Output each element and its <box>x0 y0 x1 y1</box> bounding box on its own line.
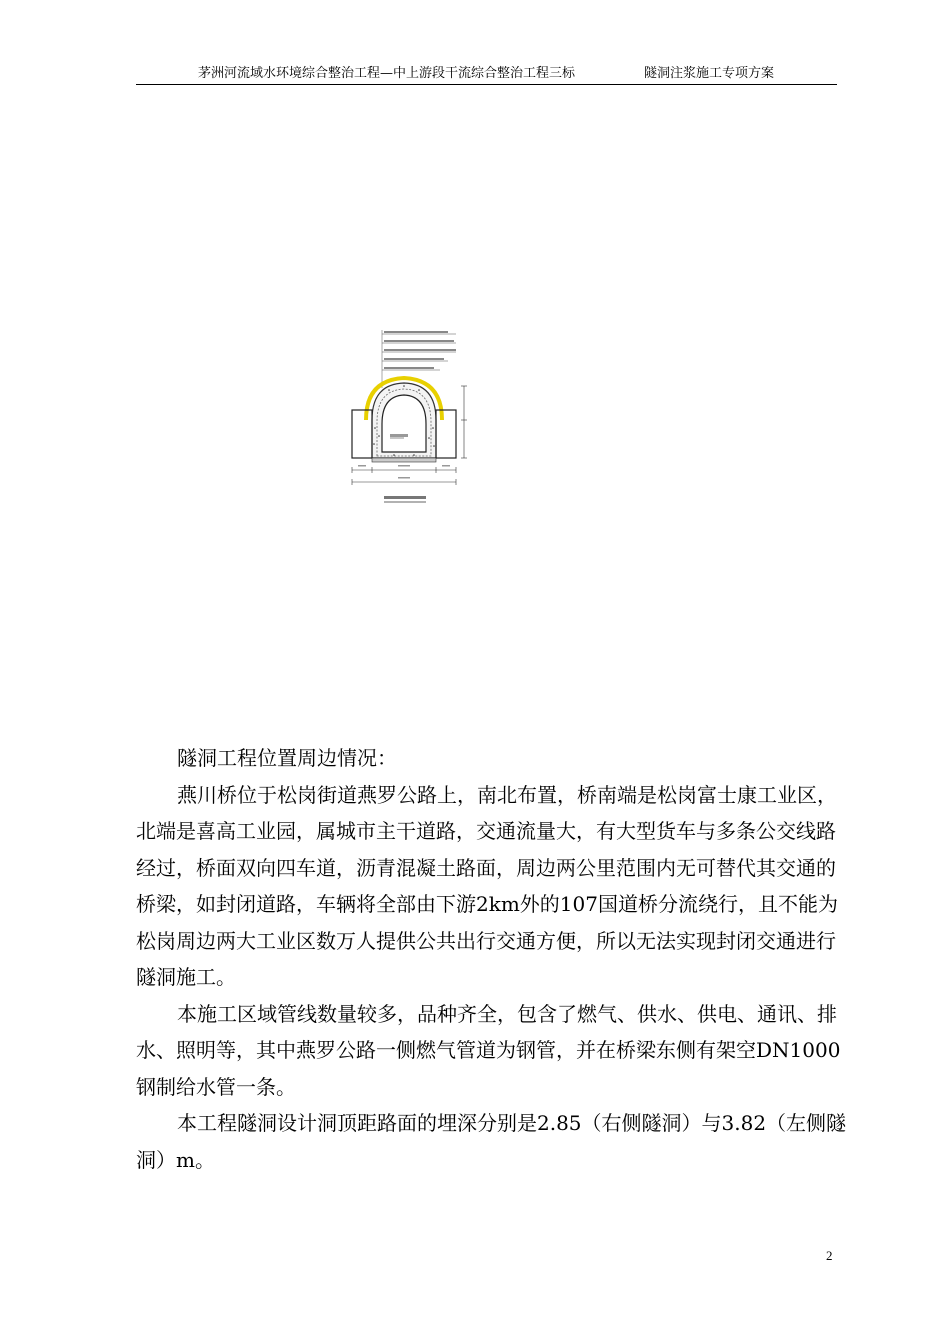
tunnel-cross-section-figure <box>344 328 484 518</box>
page-header <box>136 64 837 85</box>
document-body <box>136 740 852 1178</box>
header-project-title: 茅洲河流域水环境综合整治工程—中上游段干流综合整治工程三标 <box>198 66 576 81</box>
section-heading: 隧洞工程位置周边情况： <box>177 746 397 770</box>
paragraph-burial-depth: 本工程隧洞设计洞顶距路面的埋深分别是2.85（右侧隧洞）与3.82（左侧隧洞）m。 <box>136 1111 847 1172</box>
paragraph-pipelines: 本施工区域管线数量较多，品种齐全，包含了燃气、供水、供电、通讯、排水、照明等，其中燕罗公路一侧燃气管道为钢管，并在桥梁东侧有架空DN1000钢制给水管一条。 <box>136 1001 841 1099</box>
tunnel-cross-section-drawing-icon <box>344 328 484 518</box>
paragraph-bridge-traffic: 燕川桥位于松岗街道燕罗公路上，南北布置，桥南端是松岗富士康工业区，北端是喜高工业园，属城市主干道路，交通流量大，有大型货车与多条公交线路经过，桥面双向四车道，沥青混凝土路面，周边两公里范围内无可替代其交通的桥梁，如封闭道路，车辆将全部由下游2km外的107国道桥分流绕行，且不能为松岗周边两大工业区数万人提供公共出行交通方便，所以无法实现封闭交通进行隧洞施工。 <box>136 782 838 989</box>
header-document-title: 隧洞注浆施工专项方案 <box>644 66 775 81</box>
page-number: 2 <box>826 1248 833 1263</box>
